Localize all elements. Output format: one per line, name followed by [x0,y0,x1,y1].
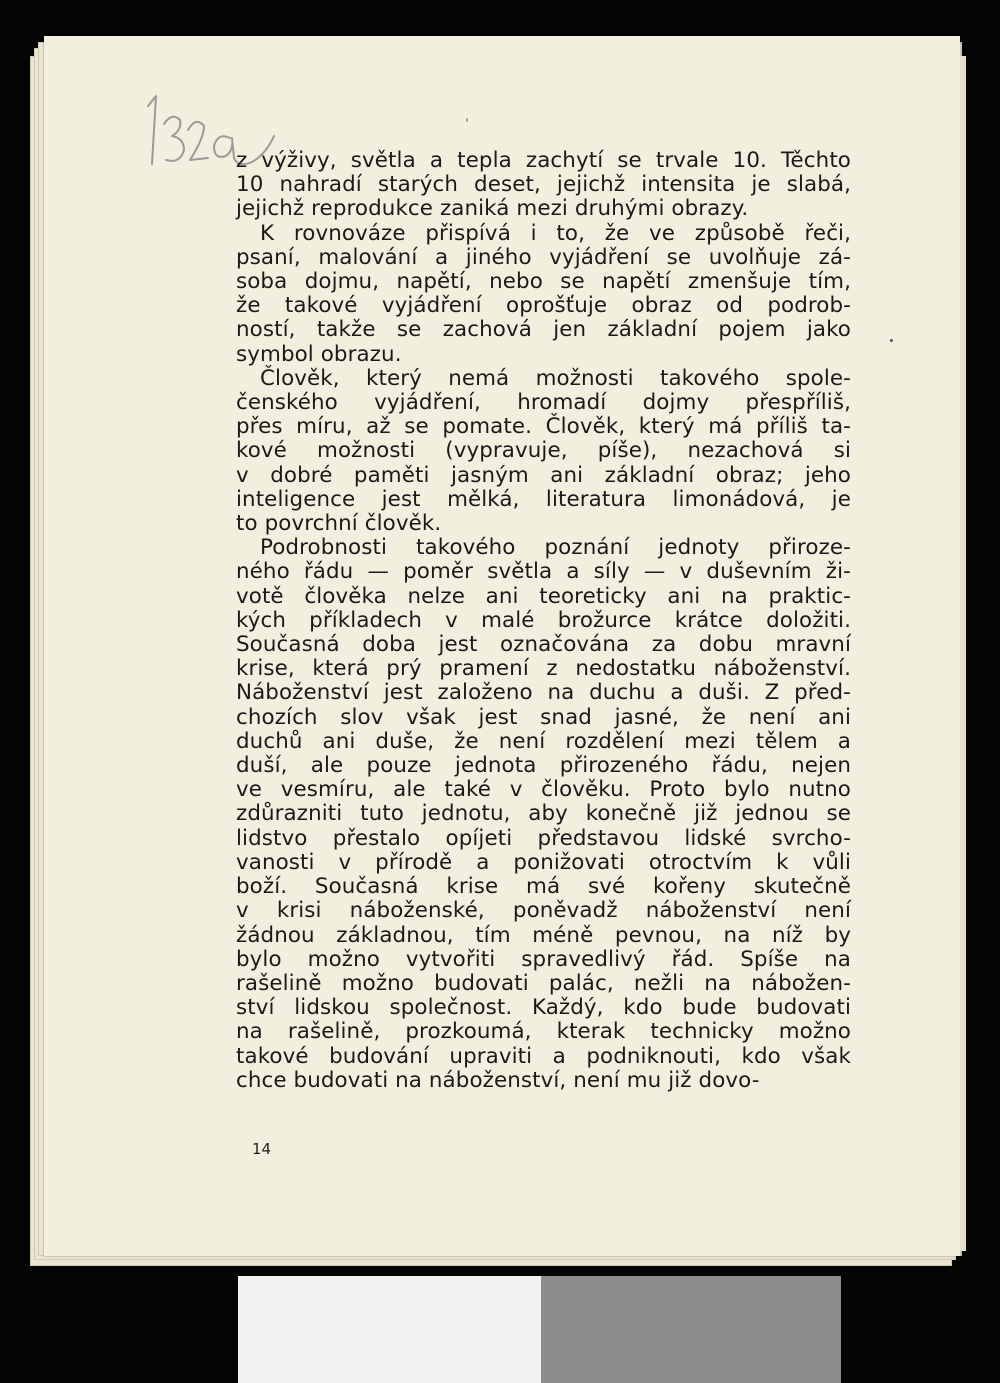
text-line: ve vesmíru, ale také v člověku. Proto bylo nutno [236,777,851,803]
text-line: zdůrazniti tuto jednotu, aby konečně již jednou se [236,801,851,827]
text-line: jejichž reprodukce zaniká mezi druhými obrazy. [236,196,749,222]
text-line: přes míru, až se pomate. Člověk, který má příliš ta- [236,414,851,440]
text-line: chce budovati na náboženství, není mu již dovo- [236,1067,760,1093]
text-line: žádnou základnou, tím méně pevnou, na níž by [236,922,851,948]
paragraph [236,367,851,536]
text-line: bylo možno vytvořiti spravedlivý řád. Spíše na [236,946,851,972]
text-line: ství lidskou společnost. Každý, kdo bude budovati [236,995,851,1021]
text-line: z výživy, světla a tepla zachytí se trvale 10. Těchto [236,148,851,173]
speck [466,118,468,122]
text-line: v dobré paměti jasným ani základní obraz; jeho [236,462,851,488]
text-line: ností, takže se zachová jen základní pojem jako [236,317,851,343]
paragraph [236,536,851,1093]
text-line: chozích slov však jest snad jasné, že není ani [236,704,851,730]
text-line: krise, která prý pramení z nedostatku náboženství. [236,656,851,682]
paragraph [236,149,851,222]
text-line: v krisi náboženské, poněvadž náboženství není [236,898,851,924]
text-line: duchů ani duše, že není rozdělení mezi tělem a [236,728,851,754]
text-line: na rašelině, prozkoumá, kterak technicky možno [236,1019,851,1045]
text-line: duší, ale pouze jednota přirozeného řádu, nejen [236,753,851,779]
text-line: Současná doba jest označována za dobu mravní [236,632,851,658]
text-line: K rovnováze přispívá i to, že ve způsobě řeči, [260,220,851,246]
text-line: lidstvo přestalo opíjeti představou lidské svrcho- [236,825,851,851]
speck [890,339,893,342]
text-line: inteligence jest mělká, literatura limonádová, je [236,486,851,512]
calibration-card-white [238,1276,541,1383]
text-line: vanosti v přírodě a ponižovati otroctvím k vůli [236,849,851,875]
text-line: 10 nahradí starých deset, jejichž intensita je slabá, [236,172,851,198]
text-line: psaní, malování a jiného vyjádření se uvolňuje zá- [236,244,851,270]
text-line: že takové vyjádření oprošťuje obraz od podrob- [236,293,851,319]
text-line: symbol obrazu. [236,341,402,367]
text-line: čenského vyjádření, hromadí dojmy přespříliš, [236,390,851,416]
text-line: kové možnosti (vypravuje, píše), nezachová si [236,438,851,464]
book-page [44,36,960,1256]
text-line: takové budování upraviti a podniknouti, kdo však [236,1043,851,1069]
text-line: ného řádu — poměr světla a síly — v duševním ži- [236,559,851,585]
text-line: votě člověka nelze ani teoreticky ani na praktic- [236,583,851,609]
text-line: Náboženství jest založeno na duchu a duši. Z před- [236,680,851,706]
body-text [236,149,851,1093]
calibration-card-gray [541,1276,841,1383]
text-line: Člověk, který nemá možnosti takového spole- [260,365,851,391]
text-line: Podrobnosti takového poznání jednoty přiroze- [260,535,851,561]
paragraph [236,222,851,367]
text-line: soba dojmu, napětí, nebo se napětí zmenšuje tím, [236,269,851,295]
text-line: boží. Současná krise má své kořeny skutečně [236,874,851,900]
text-line: kých příkladech v malé brožurce krátce doložiti. [236,607,851,633]
text-line: to povrchní člověk. [236,511,442,537]
text-line: rašelině možno budovati palác, nežli na nábožen- [236,970,851,996]
page-number: 14 [252,1140,272,1158]
